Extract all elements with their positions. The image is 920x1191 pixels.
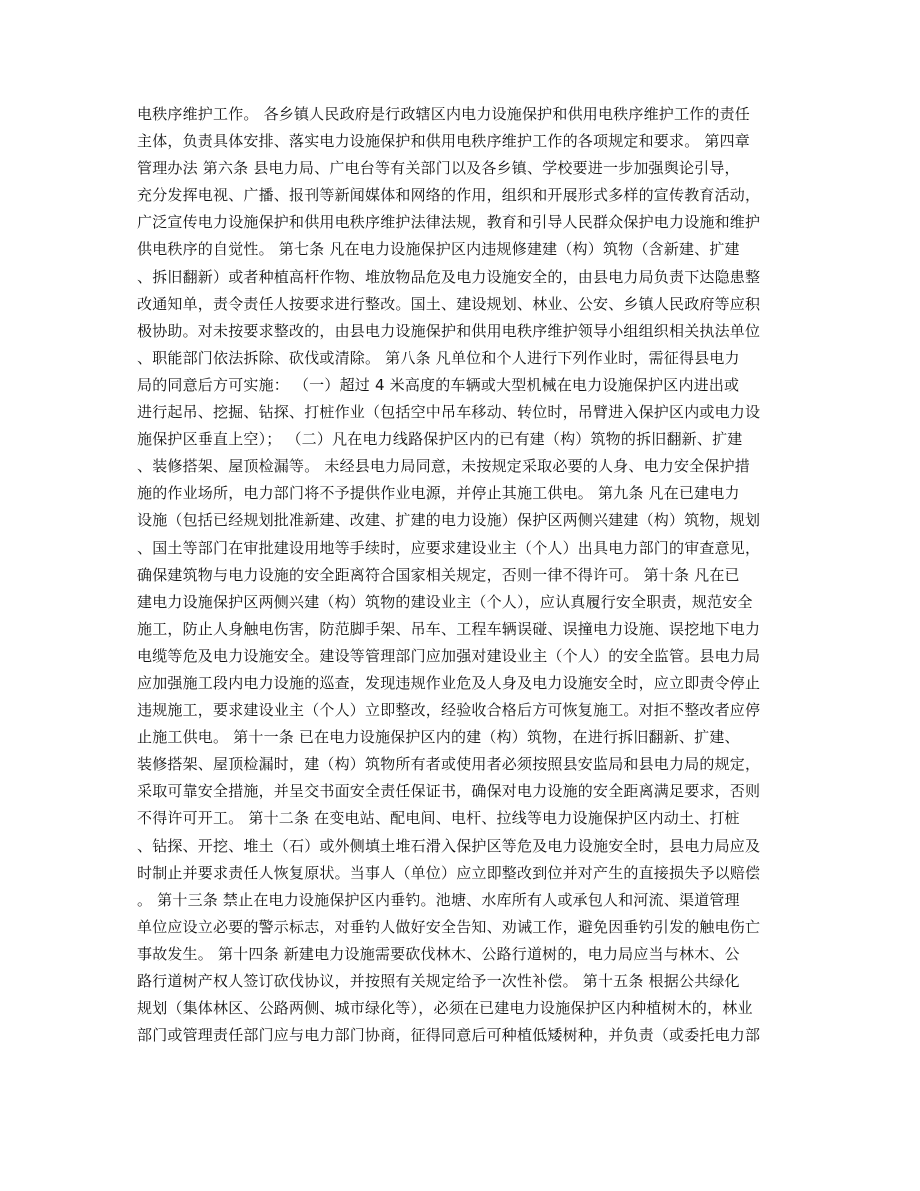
- text-line: 设施（包括已经规划批准新建、改建、扩建的电力设施）保护区两侧兴建建（构）筑物，规划: [137, 511, 761, 530]
- text-line: 采取可靠安全措施，并呈交书面安全责任保证书，确保对电力设施的安全距离满足要求，否则: [137, 782, 761, 801]
- text-line: 局的同意后方可实施： （一）超过 4 米高度的车辆或大型机械在电力设施保护区内进出或: [137, 375, 740, 394]
- text-line: 。 第十三条 禁止在电力设施保护区内垂钓。池塘、水库所有人或承包人和河流、渠道管理: [137, 890, 740, 909]
- text-line: 管理办法 第六条 县电力局、广电台等有关部门以及各乡镇、学校要进一步加强舆论引导，: [137, 159, 740, 178]
- text-line: 路行道树产权人签订砍伐协议，并按照有关规定给予一次性补偿。 第十五条 根据公共绿化: [137, 972, 740, 990]
- text-line: 应加强施工段内电力设施的巡查，发现违规作业危及人身及电力设施安全时，应立即责令停止: [137, 673, 761, 692]
- text-line: 装修搭架、屋顶检漏时，建（构）筑物所有者或使用者必须按照县安监局和县电力局的规定，: [137, 755, 761, 774]
- text-line: 确保建筑物与电力设施的安全距离符合国家相关规定，否则一律不得许可。 第十条 凡在已: [137, 565, 740, 584]
- text-line: 施工，防止人身触电伤害，防范脚手架、吊车、工程车辆误碰、误撞电力设施、误挖地下电力: [137, 619, 761, 638]
- text-line: 事故发生。 第十四条 新建电力设施需要砍伐林木、公路行道树的，电力局应当与林木、公: [137, 944, 740, 963]
- text-line: 止施工供电。 第十一条 已在电力设施保护区内的建（构）筑物，在进行拆旧翻新、扩建、: [137, 728, 740, 747]
- text-line: 进行起吊、挖掘、钻探、打桩作业（包括空中吊车移动、转位时，吊臂进入保护区内或电力设: [137, 403, 761, 422]
- text-line: 主体，负责具体安排、落实电力设施保护和供用电秩序维护工作的各项规定和要求。 第四章: [137, 132, 750, 151]
- text-line: 电缆等危及电力设施安全。建设等管理部门应加强对建设业主（个人）的安全监管。县电力局: [137, 646, 761, 665]
- text-line: 、装修搭架、屋顶检漏等。 未经县电力局同意，未按规定采取必要的人身、电力安全保护措: [137, 457, 750, 476]
- text-line: 极协助。对未按要求整改的，由县电力设施保护和供用电秩序维护领导小组组织相关执法单位: [137, 321, 761, 340]
- text-line: 充分发挥电视、广播、报刊等新闻媒体和网络的作用，组织和开展形式多样的宣传教育活动，: [137, 186, 761, 205]
- text-line: 时制止并要求责任人恢复原状。当事人（单位）应立即整改到位并对产生的直接损失予以赔偿: [137, 863, 761, 882]
- text-line: 、钻探、开挖、堆土（石）或外侧填土堆石滑入保护区等危及电力设施安全时，县电力局应及: [137, 836, 761, 855]
- text-line: 部门或管理责任部门应与电力部门协商，征得同意后可种植低矮树种，并负责（或委托电力部: [137, 1026, 761, 1045]
- text-line: 施保护区垂直上空）； （二）凡在电力线路保护区内的已有建（构）筑物的拆旧翻新、扩建: [137, 430, 743, 449]
- text-line: 改通知单，责令责任人按要求进行整改。国土、建设规划、林业、公安、乡镇人民政府等应积: [137, 294, 761, 313]
- text-line: 广泛宣传电力设施保护和供用电秩序维护法律法规，教育和引导人民群众保护电力设施和维护: [137, 213, 761, 232]
- text-line: 不得许可开工。 第十二条 在变电站、配电间、电杆、拉线等电力设施保护区内动土、打桩: [137, 809, 740, 828]
- text-line: 违规施工，要求建设业主（个人）立即整改，经验收合格后方可恢复施工。对拒不整改者应停: [137, 701, 761, 720]
- text-line: 电秩序维护工作。 各乡镇人民政府是行政辖区内电力设施保护和供用电秩序维护工作的责任: [137, 105, 750, 123]
- text-line: 单位应设立必要的警示标志，对垂钓人做好安全告知、劝诫工作，避免因垂钓引发的触电伤亡: [137, 917, 761, 936]
- text-line: 施的作业场所，电力部门将不予提供作业电源，并停止其施工供电。 第九条 凡在已建电力: [137, 484, 740, 503]
- text-line: 、国土等部门在审批建设用地等手续时，应要求建设业主（个人）出具电力部门的审查意见，: [137, 538, 761, 557]
- text-line: 、职能部门依法拆除、砍伐或清除。 第八条 凡单位和个人进行下列作业时，需征得县电力: [137, 348, 740, 367]
- document-body: [137, 101, 797, 1049]
- text-line: 建电力设施保护区两侧兴建（构）筑物的建设业主（个人），应认真履行安全职责，规范安全: [137, 592, 753, 611]
- text-line: 、拆旧翻新）或者种植高杆作物、堆放物品危及电力设施安全的，由县电力局负责下达隐患整: [137, 267, 761, 286]
- text-line: 供电秩序的自觉性。 第七条 凡在电力设施保护区内违规修建建（构）筑物（含新建、扩建: [137, 240, 740, 259]
- text-line: 规划（集体林区、公路两侧、城市绿化等），必须在已建电力设施保护区内种植树木的，林业: [137, 999, 753, 1018]
